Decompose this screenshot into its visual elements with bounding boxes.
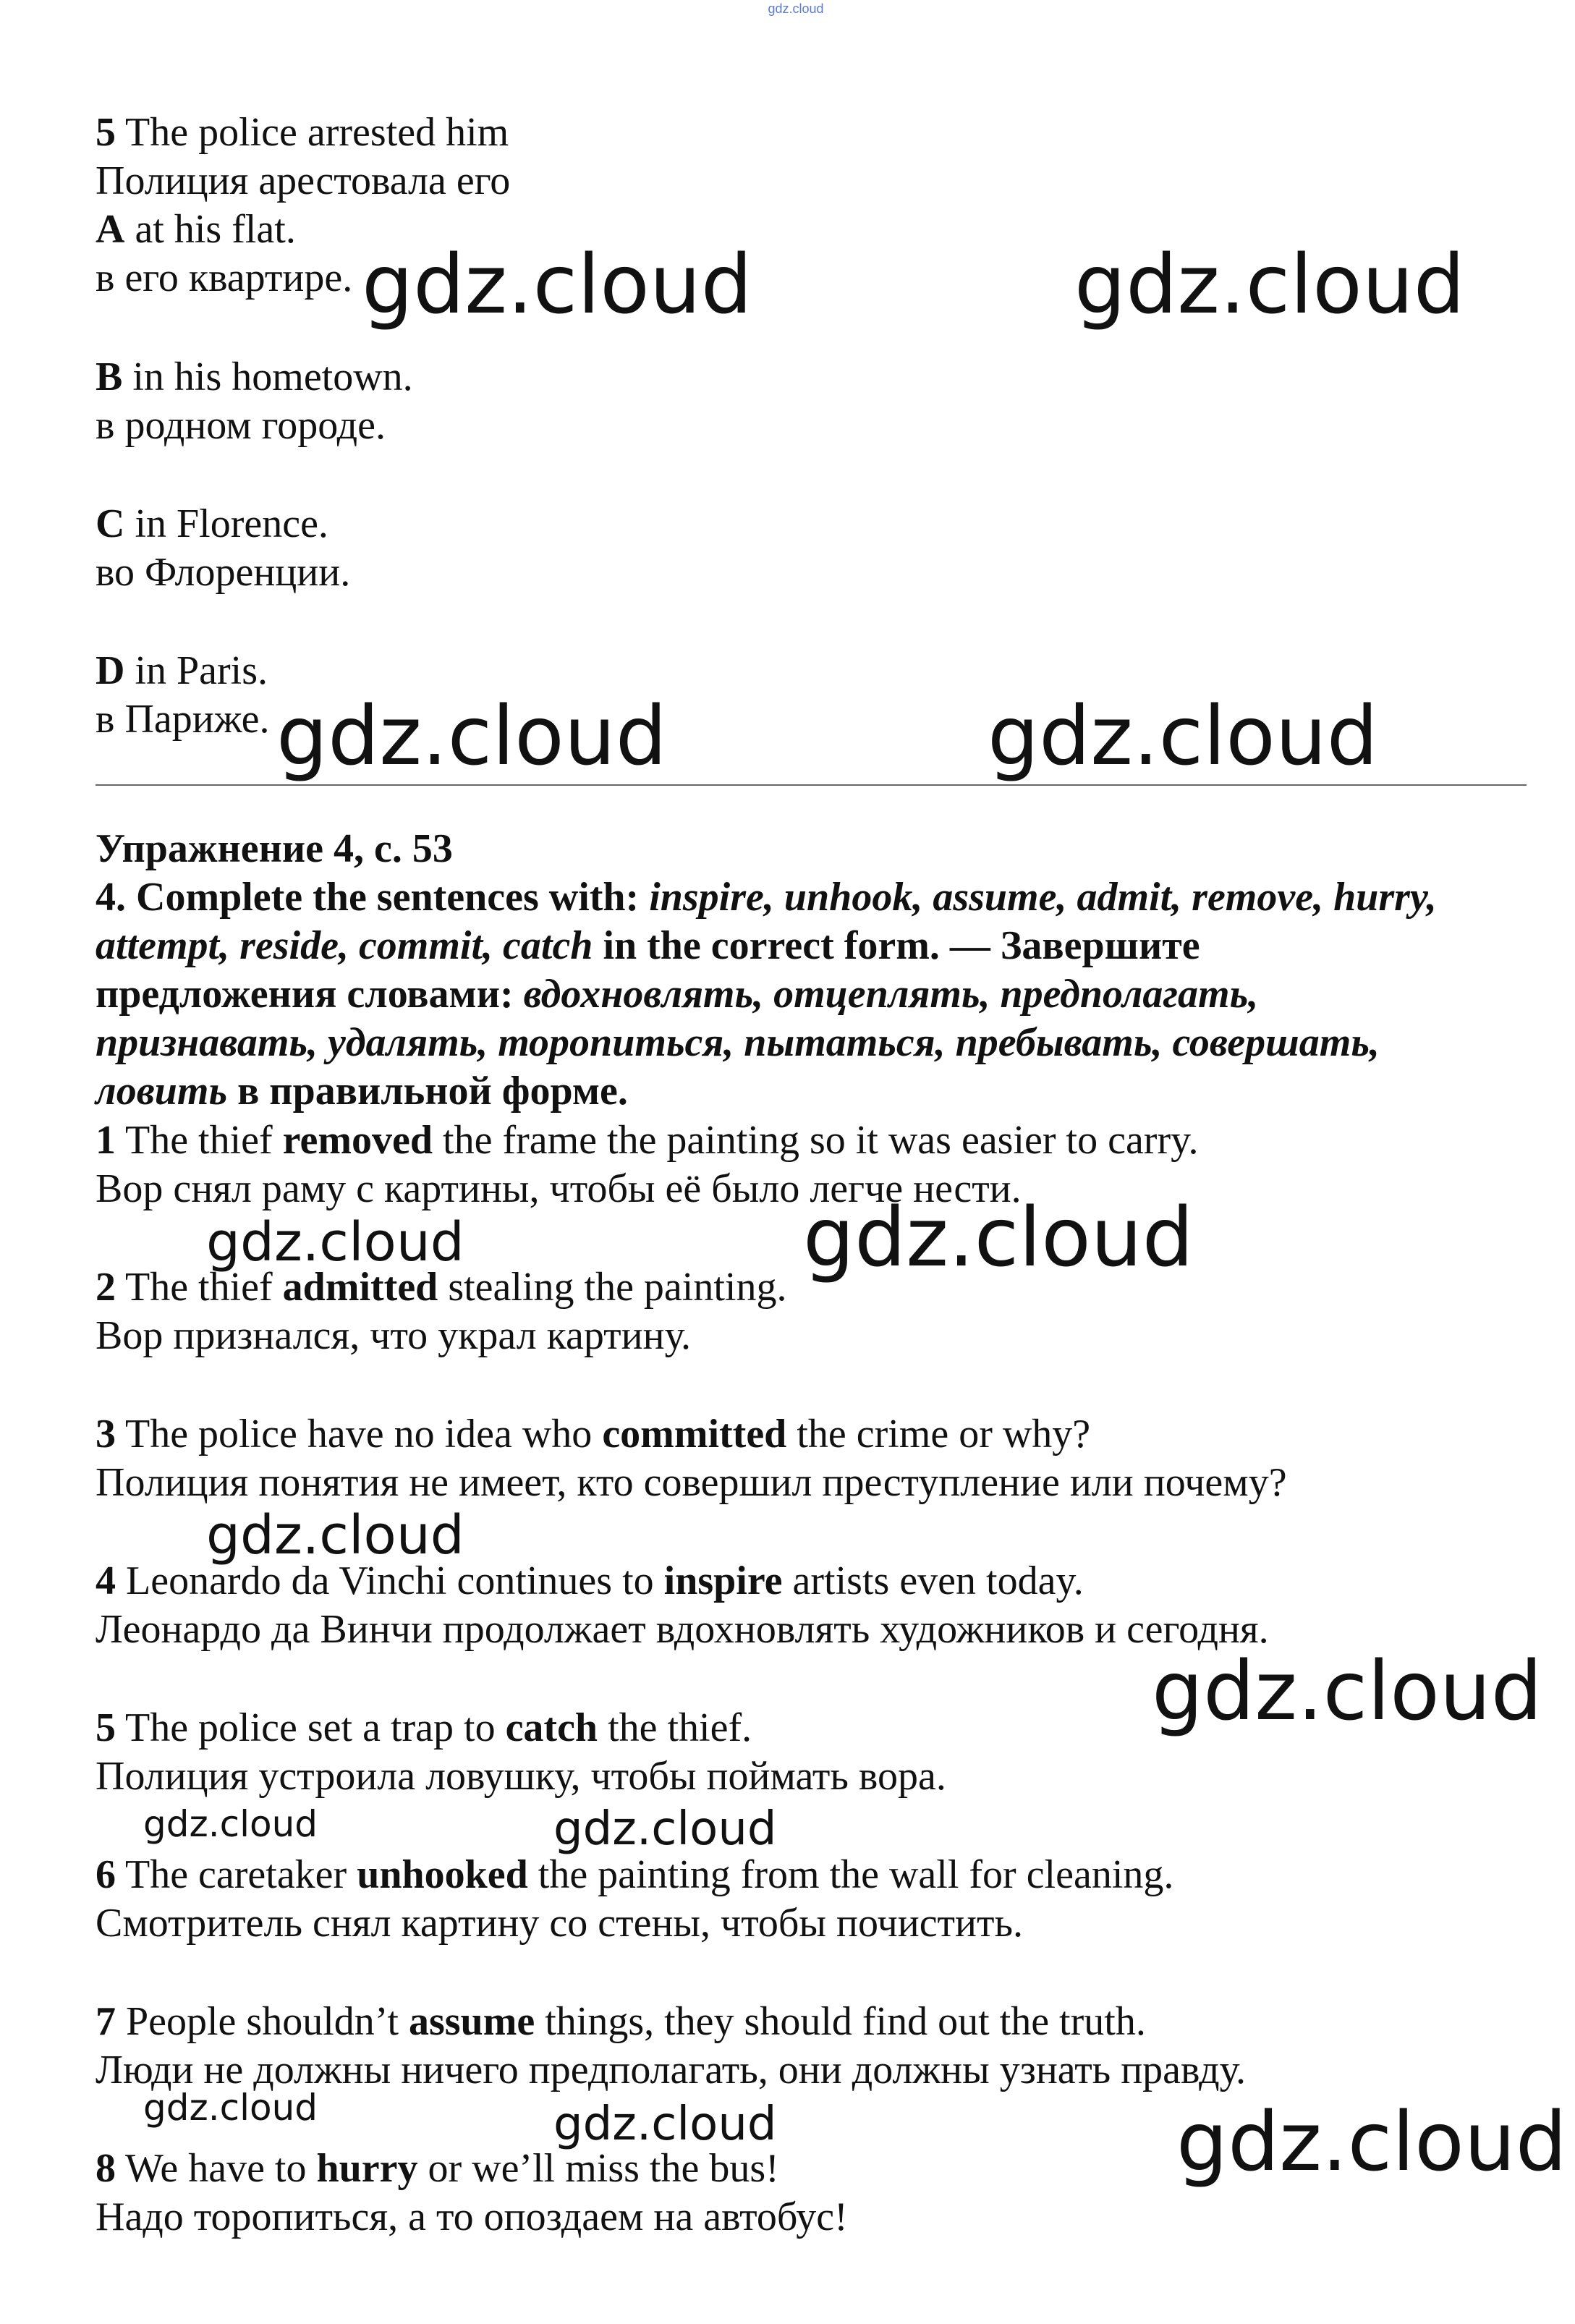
item-3 <box>95 1410 1514 1507</box>
item-en: 4 Leonardo da Vinchi continues to inspire artists even today. <box>95 1558 1084 1603</box>
option-b-ru: в родном городе. <box>95 403 386 448</box>
top-watermark: gdz.cloud <box>768 1 824 16</box>
watermark: gdz.cloud <box>1074 238 1465 332</box>
task-line-3: предложения словами: вдохновлять, отцеплять, предполагать, <box>95 972 1259 1017</box>
watermark: gdz.cloud <box>803 1191 1194 1285</box>
watermark: gdz.cloud <box>1176 2095 1567 2189</box>
watermark: gdz.cloud <box>276 690 667 784</box>
watermark: gdz.cloud <box>553 1802 777 1856</box>
task-line-1: 4. Complete the sentences with: inspire, unhook, assume, admit, remove, hurry, <box>95 875 1437 920</box>
watermark: gdz.cloud <box>988 690 1378 784</box>
item-en: 2 The thief admitted stealing the painting. <box>95 1265 787 1310</box>
exercise-heading: Упражнение 4, с. 53 <box>95 826 453 871</box>
item-ru: Полиция устроила ловушку, чтобы поймать вора. <box>95 1754 946 1799</box>
item-en: 7 People shouldn’t assume things, they should find out the truth. <box>95 1999 1146 2044</box>
section-divider <box>95 784 1527 786</box>
item-7 <box>95 1998 1514 2095</box>
question-stem-en: 5 The police arrested him <box>95 110 509 155</box>
item-ru: Люди не должны ничего предполагать, они должны узнать правду. <box>95 2048 1246 2092</box>
item-en: 6 The caretaker unhooked the painting from the wall for cleaning. <box>95 1852 1174 1897</box>
watermark: gdz.cloud <box>362 238 752 332</box>
option-a: A at his flat. <box>95 207 296 252</box>
item-ru: Надо торопиться, а то опоздаем на автобус! <box>95 2194 848 2239</box>
task-line-4: признавать, удалять, торопиться, пытаться, пребывать, совершать, <box>95 1020 1380 1065</box>
option-d: D in Paris. <box>95 648 268 693</box>
option-b: B in his hometown. <box>95 355 413 399</box>
watermark: gdz.cloud <box>206 1211 464 1273</box>
option-b-block <box>95 353 1514 450</box>
item-6 <box>95 1851 1514 1948</box>
task-line-2: attempt, reside, commit, catch in the correct form. — Завершите <box>95 923 1200 968</box>
item-en: 5 The police set a trap to catch the thief. <box>95 1705 752 1750</box>
task-line-5: ловить в правильной форме. <box>95 1069 628 1114</box>
item-ru: Леонардо да Винчи продолжает вдохновлять художников и сегодня. <box>95 1607 1269 1652</box>
watermark: gdz.cloud <box>143 1803 318 1845</box>
item-ru: Вор признался, что украл картину. <box>95 1313 691 1358</box>
item-en: 8 We have to hurry or we’ll miss the bus! <box>95 2146 779 2191</box>
question-stem-ru: Полиция арестовала его <box>95 158 511 203</box>
exercise-4-header <box>95 825 1514 1116</box>
option-d-ru: в Париже. <box>95 697 270 742</box>
option-a-ru: в его квартире. <box>95 255 353 300</box>
item-4 <box>95 1557 1514 1654</box>
option-c-block <box>95 500 1514 597</box>
watermark: gdz.cloud <box>553 2098 777 2151</box>
item-en: 3 The police have no idea who committed the crime or why? <box>95 1412 1091 1456</box>
item-ru: Полиция понятия не имеет, кто совершил преступление или почему? <box>95 1460 1287 1505</box>
watermark: gdz.cloud <box>143 2087 318 2129</box>
watermark: gdz.cloud <box>206 1504 464 1566</box>
watermark: gdz.cloud <box>1152 1645 1542 1739</box>
item-ru: Вор снял раму с картины, чтобы её было легче нести. <box>95 1166 1022 1211</box>
item-ru: Смотритель снял картину со стены, чтобы почистить. <box>95 1901 1024 1946</box>
option-c-ru: во Флоренции. <box>95 550 351 595</box>
item-en: 1 The thief removed the frame the painting so it was easier to carry. <box>95 1118 1199 1163</box>
option-c: C in Florence. <box>95 501 328 546</box>
